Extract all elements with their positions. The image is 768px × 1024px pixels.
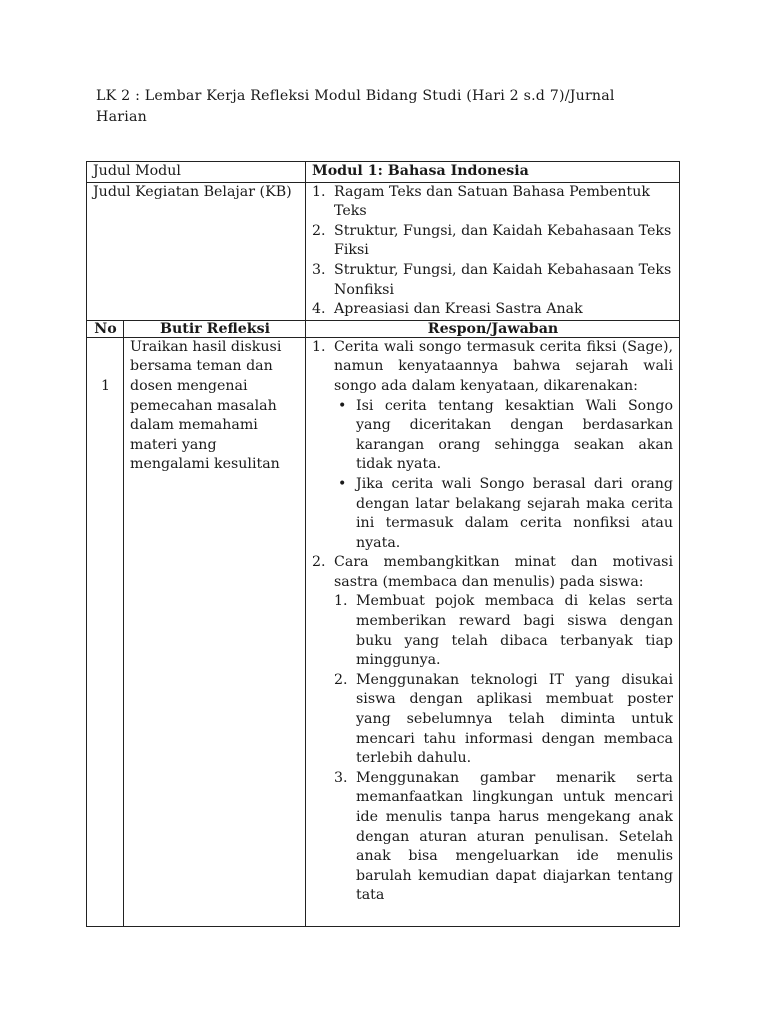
header-butir: Butir Refleksi xyxy=(124,320,306,337)
sub-item-number: 1. xyxy=(334,593,348,610)
bullet-list xyxy=(334,397,673,554)
modul-label: Judul Modul xyxy=(87,162,306,183)
reflection-table xyxy=(86,161,680,927)
kb-item xyxy=(312,222,674,261)
kb-item-number: 3. xyxy=(312,261,326,278)
bullet-text: Jika cerita wali Songo berasal dari orang dengan latar belakang sejarah maka cerita ini termasuk dalam cerita nonfiksi atau nyata. xyxy=(356,475,673,551)
kb-label: Judul Kegiatan Belajar (KB) xyxy=(87,182,306,320)
response-item-text: Cerita wali songo termasuk cerita fiksi (Sage), namun kenyataannya bahwa sejarah wali songo ada dalam kenyataan, dikarenakan: xyxy=(334,338,673,394)
row-number-cell xyxy=(87,337,124,926)
kb-item-number: 2. xyxy=(312,222,326,239)
kb-list-cell xyxy=(306,182,680,320)
sub-item xyxy=(334,671,673,769)
kb-item-text: Apreasiasi dan Kreasi Sastra Anak xyxy=(334,301,583,318)
response-item xyxy=(312,553,673,906)
header-respon: Respon/Jawaban xyxy=(306,320,680,337)
kb-item xyxy=(312,183,674,222)
kb-item-number: 1. xyxy=(312,183,326,200)
bullet-text: Isi cerita tentang kesaktian Wali Songo yang diceritakan dengan berdasarkan karangan orang sehingga seakan akan tidak nyata. xyxy=(356,397,673,473)
table-row xyxy=(87,337,680,926)
sub-item-number: 3. xyxy=(334,769,348,786)
modul-row xyxy=(87,162,680,183)
sub-item-text: Menggunakan gambar menarik serta memanfaatkan lingkungan untuk mencari ide menulis tanpa harus mengekang anak dengan aturan aturan penulisan. Setelah anak bisa mengeluarkan ide menulis barulah kemudian dapat diajarkan tentang tata xyxy=(356,769,673,904)
document-title: LK 2 : Lembar Kerja Refleksi Modul Bidang Studi (Hari 2 s.d 7)/Jurnal Harian xyxy=(96,88,615,125)
modul-value: Modul 1: Bahasa Indonesia xyxy=(306,162,680,183)
bullet-item xyxy=(334,397,673,475)
sub-item xyxy=(334,769,673,906)
sub-item xyxy=(334,592,673,670)
sub-item-text: Menggunakan teknologi IT yang disukai siswa dengan aplikasi membuat poster yang sebelumnya telah diminta untuk mencari tahu informasi dengan membaca terlebih dahulu. xyxy=(356,671,673,767)
kb-item-text: Struktur, Fungsi, dan Kaidah Kebahasaan Teks Fiksi xyxy=(334,222,672,259)
sub-item-text: Membuat pojok membaca di kelas serta memberikan reward bagi siswa dengan buku yang telah dibaca terbanyak tiap minggunya. xyxy=(356,593,673,669)
response-item-text: Cara membangkitkan minat dan motivasi sastra (membaca dan menulis) pada siswa: xyxy=(334,554,673,590)
response-clip xyxy=(312,338,673,926)
bullet-item xyxy=(334,475,673,553)
butir-cell xyxy=(124,337,306,926)
kb-row xyxy=(87,182,680,320)
sub-item-number: 2. xyxy=(334,671,348,688)
row-number: 1 xyxy=(100,377,111,394)
response-item-number: 2. xyxy=(312,554,326,571)
response-list xyxy=(312,338,673,906)
sub-list xyxy=(334,592,673,906)
kb-item-text: Struktur, Fungsi, dan Kaidah Kebahasaan Teks Nonfiksi xyxy=(334,261,672,298)
response-item xyxy=(312,338,673,554)
kb-item-text: Ragam Teks dan Satuan Bahasa Pembentuk Teks xyxy=(334,183,650,220)
response-item-number: 1. xyxy=(312,338,326,355)
butir-text: Uraikan hasil diskusi bersama teman dan dosen mengenai pemecahan masalah dalam memahami materi yang mengalami kesulitan xyxy=(130,338,282,473)
table-header-row xyxy=(87,320,680,337)
bullet-dot-icon: • xyxy=(338,397,347,414)
bullet-dot-icon: • xyxy=(338,475,347,492)
kb-item xyxy=(312,261,674,300)
kb-item xyxy=(312,300,674,320)
header-no: No xyxy=(87,320,124,337)
kb-list xyxy=(312,183,674,320)
kb-item-number: 4. xyxy=(312,301,326,318)
response-cell xyxy=(306,337,680,926)
